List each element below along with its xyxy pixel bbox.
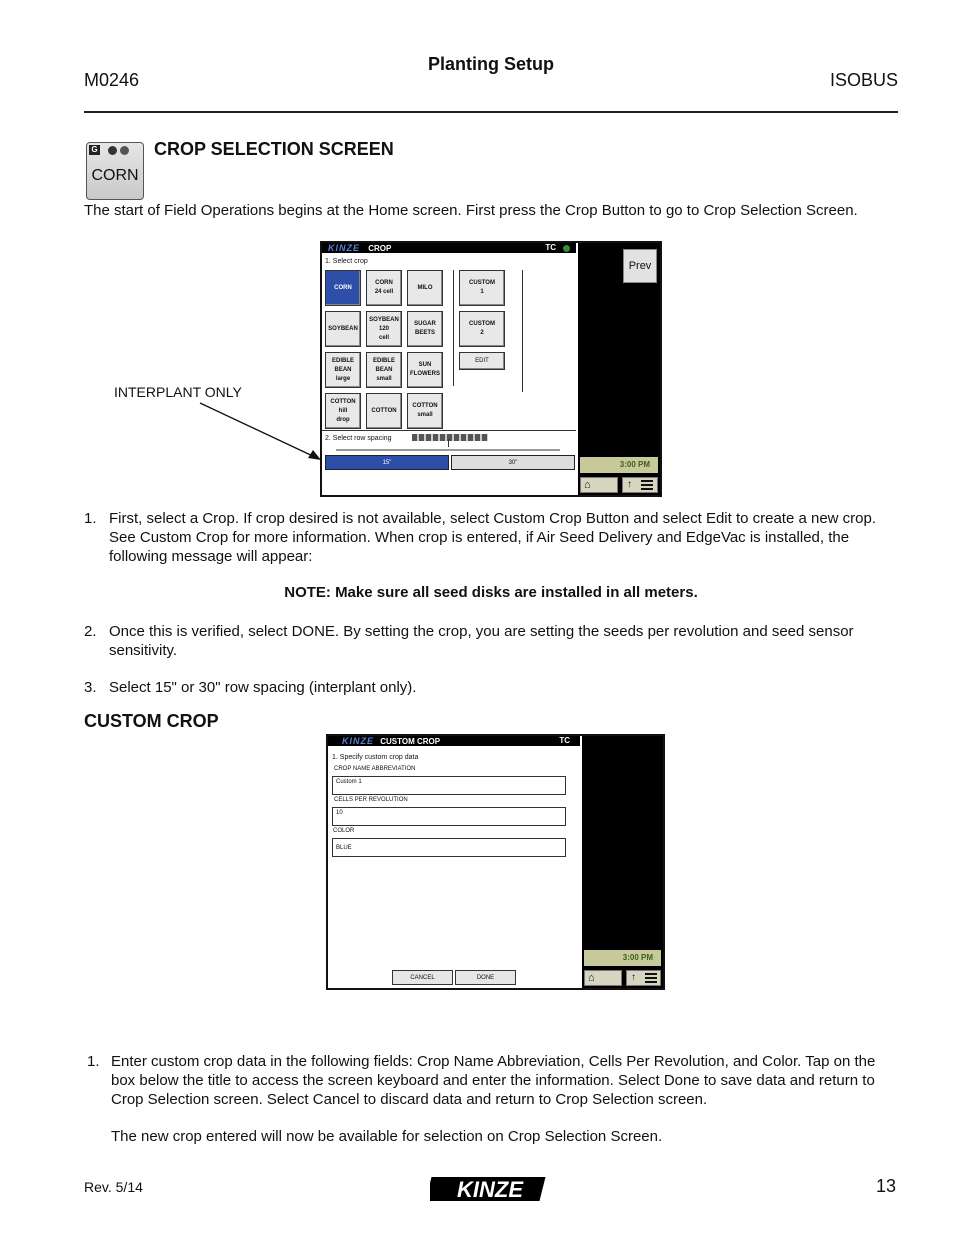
closing-text: The new crop entered will now be available for selection on Crop Selection Screen. <box>111 1128 663 1145</box>
color-label: COLOR <box>333 828 355 834</box>
page-title: Planting Setup <box>428 54 554 74</box>
up-arrow-icon: ↑ <box>627 479 632 490</box>
divider <box>453 270 454 386</box>
crop-screen <box>320 241 662 497</box>
g-badge: G <box>89 145 100 155</box>
home-button[interactable] <box>584 970 622 986</box>
revision: Rev. 5/14 <box>84 1179 143 1195</box>
intro-text: The start of Field Operations begins at the Home screen. First press the Crop Button to go to Crop Selection Screen. <box>84 202 858 219</box>
home-icon: ⌂ <box>588 972 595 984</box>
crop-button-custom-1[interactable]: CUSTOM 1 <box>459 270 505 306</box>
spacing-30-button[interactable]: 30" <box>451 455 575 470</box>
kinze-logo <box>430 1175 548 1203</box>
crop-selection-heading: CROP SELECTION SCREEN <box>154 139 394 159</box>
step-number: 3. <box>84 679 97 696</box>
callout-arrow <box>195 398 325 464</box>
crop-button-milo[interactable]: MILO <box>407 270 443 306</box>
crop-button-corn-24[interactable]: CORN 24 cell <box>366 270 402 306</box>
color-field[interactable]: BLUE <box>332 838 566 857</box>
select-crop-label: 1. Select crop <box>325 258 368 265</box>
crop-button-soybean[interactable]: SOYBEAN <box>325 311 361 347</box>
step-number: 1. <box>84 510 97 527</box>
step-number: 2. <box>84 623 97 640</box>
crop-button-soybean-120[interactable]: SOYBEAN 120 cell <box>366 311 402 347</box>
status-icon <box>563 245 570 252</box>
doc-number: M0246 <box>84 70 140 90</box>
edit-button[interactable]: EDIT <box>459 352 505 370</box>
up-arrow-icon: ↑ <box>631 972 636 983</box>
crop-sidebar <box>578 243 660 495</box>
logo-text: KINZE <box>457 1177 523 1202</box>
clock: 3:00 PM <box>584 950 661 966</box>
divider <box>522 270 523 392</box>
done-button[interactable]: DONE <box>455 970 516 985</box>
custom-sidebar <box>582 736 663 988</box>
divider <box>322 430 576 431</box>
step-text: Once this is verified, select DONE. By setting the crop, you are setting the seeds per revolution and seed sensor sensitivity. <box>109 623 854 659</box>
prev-button[interactable]: Prev <box>623 249 657 283</box>
crop-button-corn[interactable]: CORN <box>325 270 361 306</box>
note-text: NOTE: Make sure all seed disks are installed in all meters. <box>284 584 698 601</box>
interplant-callout: INTERPLANT ONLY <box>114 384 242 400</box>
crop-button-edible-bean-large[interactable]: EDIBLE BEAN large <box>325 352 361 388</box>
crop-name-label: CROP NAME ABBREVIATION <box>334 766 416 772</box>
step-text: Enter custom crop data in the following fields: Crop Name Abbreviation, Cells Per Revolution, and Color. Tap on the box below the title to access the screen keyboard and enter the information. Select Done to save data and return to Crop Selection screen. Select Cancel to discard data and return to Crop Selection screen. <box>111 1053 876 1108</box>
seed-icon <box>108 146 117 155</box>
step-text: Select 15" or 30" row spacing (interplant only). <box>109 679 417 696</box>
grid-icon <box>641 480 653 491</box>
crop-button-cotton[interactable]: COTTON <box>366 393 402 429</box>
home-icon: ⌂ <box>584 479 591 491</box>
crop-button-sunflowers[interactable]: SUN FLOWERS <box>407 352 443 388</box>
crop-name-field[interactable]: Custom 1 <box>332 776 566 795</box>
custom-crop-heading: CUSTOM CROP <box>84 711 219 731</box>
section-name: ISOBUS <box>829 70 898 90</box>
custom-crop-screen <box>326 734 665 990</box>
tc-label: TC <box>559 736 570 745</box>
cells-label: CELLS PER REVOLUTION <box>334 797 408 803</box>
step-number: 1. <box>87 1053 100 1070</box>
grid-icon <box>645 973 657 984</box>
seed-icon <box>120 146 129 155</box>
crop-button-cotton-hill-drop[interactable]: COTTON hill drop <box>325 393 361 429</box>
step-text: First, select a Crop. If crop desired is not available, select Custom Crop Button and select Edit to create a new crop. See Custom Crop for more information. When crop is entered, if Air Seed Delivery and EdgeVac is installed, the following message will appear: <box>109 510 877 565</box>
row-spacing-label: 2. Select row spacing <box>325 435 392 442</box>
crop-button-cotton-small[interactable]: COTTON small <box>407 393 443 429</box>
cells-field[interactable]: 10 <box>332 807 566 826</box>
crop-button-custom-2[interactable]: CUSTOM 2 <box>459 311 505 347</box>
kinze-logo: KINZE <box>328 243 360 253</box>
menu-button[interactable] <box>622 477 658 493</box>
tc-label: TC <box>545 243 556 252</box>
row-spacing-icon <box>412 434 488 441</box>
spacing-track <box>336 449 560 451</box>
corn-label: CORN <box>91 167 139 184</box>
page-number: 13 <box>875 1176 896 1196</box>
menu-button[interactable] <box>626 970 661 986</box>
specify-label: 1. Specify custom crop data <box>332 754 419 761</box>
row-spacing-icon <box>448 439 449 447</box>
kinze-logo: KINZE <box>342 736 374 746</box>
spacing-15-button[interactable]: 15" <box>325 455 449 470</box>
crop-button-edible-bean-small[interactable]: EDIBLE BEAN small <box>366 352 402 388</box>
cancel-button[interactable]: CANCEL <box>392 970 453 985</box>
header-divider <box>84 111 898 113</box>
custom-titlebar <box>328 736 580 746</box>
crop-titlebar <box>322 243 576 253</box>
crop-screen-title: CROP <box>368 244 392 253</box>
custom-screen-title: CUSTOM CROP <box>380 737 441 746</box>
home-button[interactable] <box>580 477 618 493</box>
clock: 3:00 PM <box>580 457 658 473</box>
kinze-logo-graphic <box>430 1175 548 1203</box>
corn-crop-button <box>86 142 144 200</box>
crop-button-sugar-beets[interactable]: SUGAR BEETS <box>407 311 443 347</box>
